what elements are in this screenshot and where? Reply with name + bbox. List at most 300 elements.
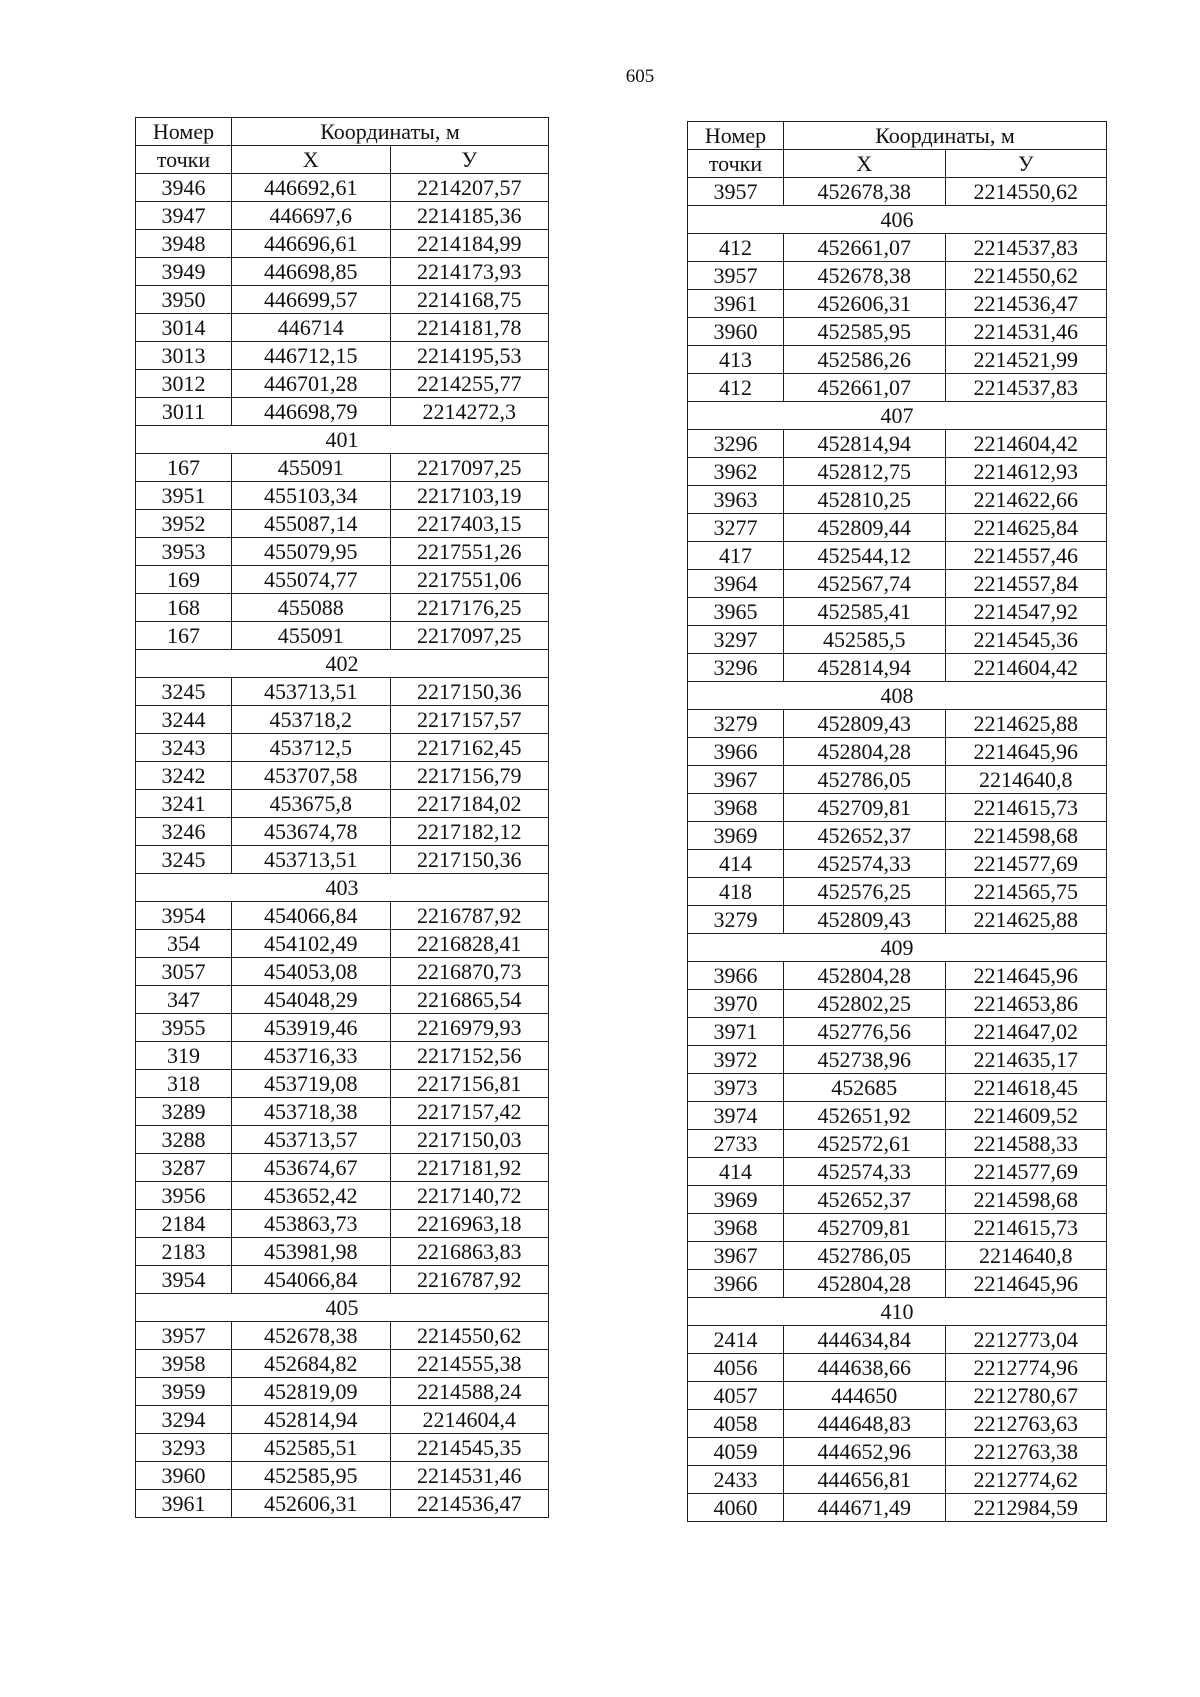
section-row — [688, 682, 1107, 710]
x-coordinate-cell: 452585,5 — [784, 626, 946, 654]
table-row — [688, 1326, 1107, 1354]
x-coordinate-cell: 452802,25 — [784, 990, 946, 1018]
y-coordinate-cell: 2214557,84 — [945, 570, 1107, 598]
x-coordinate-cell: 444648,83 — [784, 1410, 946, 1438]
point-number-cell: 3246 — [136, 818, 232, 846]
table-row — [688, 1046, 1107, 1074]
point-number-cell: 3958 — [136, 1350, 232, 1378]
x-coordinate-cell: 452709,81 — [784, 794, 946, 822]
x-coordinate-cell: 452606,31 — [784, 290, 946, 318]
x-coordinate-cell: 452574,33 — [784, 850, 946, 878]
point-number-cell: 3245 — [136, 678, 232, 706]
x-coordinate-cell: 452678,38 — [784, 178, 946, 206]
table-row — [136, 678, 549, 706]
y-coordinate-cell: 2214604,42 — [945, 430, 1107, 458]
y-coordinate-cell: 2214588,24 — [390, 1378, 549, 1406]
table-row — [688, 1410, 1107, 1438]
table-row — [688, 262, 1107, 290]
x-coordinate-cell: 454066,84 — [232, 902, 391, 930]
x-coordinate-cell: 453981,98 — [232, 1238, 391, 1266]
table-row — [688, 1102, 1107, 1130]
point-number-cell: 3966 — [688, 738, 784, 766]
section-row — [136, 874, 549, 902]
x-coordinate-cell: 453863,73 — [232, 1210, 391, 1238]
point-number-cell: 2414 — [688, 1326, 784, 1354]
section-label: 401 — [136, 426, 549, 454]
table-row — [136, 510, 549, 538]
x-coordinate-cell: 453713,51 — [232, 678, 391, 706]
point-number-cell: 169 — [136, 566, 232, 594]
y-coordinate-cell: 2214531,46 — [390, 1462, 549, 1490]
point-number-cell: 412 — [688, 234, 784, 262]
x-coordinate-cell: 453713,57 — [232, 1126, 391, 1154]
x-coordinate-cell: 452652,37 — [784, 822, 946, 850]
table-row — [136, 1154, 549, 1182]
y-coordinate-cell: 2217150,36 — [390, 678, 549, 706]
table-row — [136, 1378, 549, 1406]
point-number-cell: 4059 — [688, 1438, 784, 1466]
point-number-cell: 347 — [136, 986, 232, 1014]
y-coordinate-cell: 2214625,88 — [945, 906, 1107, 934]
table-row — [136, 482, 549, 510]
x-coordinate-cell: 453652,42 — [232, 1182, 391, 1210]
y-coordinate-cell: 2214577,69 — [945, 1158, 1107, 1186]
point-number-cell: 4058 — [688, 1410, 784, 1438]
x-coordinate-cell: 452809,44 — [784, 514, 946, 542]
section-row — [136, 650, 549, 678]
x-coordinate-cell: 452652,37 — [784, 1186, 946, 1214]
y-coordinate-cell: 2217156,79 — [390, 762, 549, 790]
header-point-number-line1: Номер — [688, 122, 784, 150]
y-coordinate-cell: 2217140,72 — [390, 1182, 549, 1210]
point-number-cell: 3974 — [688, 1102, 784, 1130]
point-number-cell: 3954 — [136, 902, 232, 930]
y-coordinate-cell: 2214184,99 — [390, 230, 549, 258]
header-point-number-line1: Номер — [136, 118, 232, 146]
y-coordinate-cell: 2214550,62 — [945, 178, 1107, 206]
y-coordinate-cell: 2217551,26 — [390, 538, 549, 566]
table-row — [136, 538, 549, 566]
point-number-cell: 412 — [688, 374, 784, 402]
y-coordinate-cell: 2214625,84 — [945, 514, 1107, 542]
point-number-cell: 3951 — [136, 482, 232, 510]
y-coordinate-cell: 2214588,33 — [945, 1130, 1107, 1158]
x-coordinate-cell: 452544,12 — [784, 542, 946, 570]
point-number-cell: 3294 — [136, 1406, 232, 1434]
y-coordinate-cell: 2214536,47 — [390, 1490, 549, 1518]
y-coordinate-cell: 2214565,75 — [945, 878, 1107, 906]
point-number-cell: 2733 — [688, 1130, 784, 1158]
section-row — [136, 426, 549, 454]
x-coordinate-cell: 452812,75 — [784, 458, 946, 486]
y-coordinate-cell: 2214604,42 — [945, 654, 1107, 682]
y-coordinate-cell: 2217176,25 — [390, 594, 549, 622]
section-label: 409 — [688, 934, 1107, 962]
y-coordinate-cell: 2217097,25 — [390, 454, 549, 482]
table-row — [688, 570, 1107, 598]
table-row — [136, 734, 549, 762]
point-number-cell: 3952 — [136, 510, 232, 538]
x-coordinate-cell: 452585,51 — [232, 1434, 391, 1462]
x-coordinate-cell: 446699,57 — [232, 286, 391, 314]
table-row — [688, 486, 1107, 514]
point-number-cell: 418 — [688, 878, 784, 906]
table-row — [688, 430, 1107, 458]
y-coordinate-cell: 2216963,18 — [390, 1210, 549, 1238]
table-row — [136, 398, 549, 426]
point-number-cell: 3288 — [136, 1126, 232, 1154]
y-coordinate-cell: 2214545,36 — [945, 626, 1107, 654]
y-coordinate-cell: 2214598,68 — [945, 1186, 1107, 1214]
table-row — [688, 1494, 1107, 1522]
x-coordinate-cell: 453718,38 — [232, 1098, 391, 1126]
y-coordinate-cell: 2214615,73 — [945, 1214, 1107, 1242]
table-row — [688, 234, 1107, 262]
table-row — [688, 374, 1107, 402]
table-row — [136, 454, 549, 482]
x-coordinate-cell: 446692,61 — [232, 174, 391, 202]
table-row — [688, 1130, 1107, 1158]
table-row — [688, 878, 1107, 906]
y-coordinate-cell: 2214612,93 — [945, 458, 1107, 486]
table-row — [136, 566, 549, 594]
y-coordinate-cell: 2216979,93 — [390, 1014, 549, 1042]
point-number-cell: 3960 — [688, 318, 784, 346]
point-number-cell: 3296 — [688, 430, 784, 458]
y-coordinate-cell: 2212780,67 — [945, 1382, 1107, 1410]
x-coordinate-cell: 452709,81 — [784, 1214, 946, 1242]
y-coordinate-cell: 2212984,59 — [945, 1494, 1107, 1522]
y-coordinate-cell: 2216863,83 — [390, 1238, 549, 1266]
y-coordinate-cell: 2217184,02 — [390, 790, 549, 818]
table-row — [136, 314, 549, 342]
y-coordinate-cell: 2212774,62 — [945, 1466, 1107, 1494]
table-row — [688, 962, 1107, 990]
point-number-cell: 3968 — [688, 794, 784, 822]
point-number-cell: 3957 — [688, 262, 784, 290]
table-row — [136, 706, 549, 734]
x-coordinate-cell: 452776,56 — [784, 1018, 946, 1046]
table-row — [688, 346, 1107, 374]
table-row — [688, 514, 1107, 542]
table-row — [136, 622, 549, 650]
y-coordinate-cell: 2214598,68 — [945, 822, 1107, 850]
table-row — [136, 230, 549, 258]
x-coordinate-cell: 452576,25 — [784, 878, 946, 906]
table-row — [136, 1042, 549, 1070]
y-coordinate-cell: 2214577,69 — [945, 850, 1107, 878]
section-label: 408 — [688, 682, 1107, 710]
point-number-cell: 3961 — [136, 1490, 232, 1518]
y-coordinate-cell: 2217403,15 — [390, 510, 549, 538]
y-coordinate-cell: 2214207,57 — [390, 174, 549, 202]
y-coordinate-cell: 2216865,54 — [390, 986, 549, 1014]
table-row — [136, 594, 549, 622]
table-row — [136, 1014, 549, 1042]
point-number-cell: 3970 — [688, 990, 784, 1018]
table-row — [688, 626, 1107, 654]
y-coordinate-cell: 2214557,46 — [945, 542, 1107, 570]
table-row — [136, 1238, 549, 1266]
x-coordinate-cell: 453716,33 — [232, 1042, 391, 1070]
x-coordinate-cell: 455091 — [232, 622, 391, 650]
x-coordinate-cell: 455088 — [232, 594, 391, 622]
y-coordinate-cell: 2214645,96 — [945, 1270, 1107, 1298]
table-row — [136, 762, 549, 790]
point-number-cell: 3964 — [688, 570, 784, 598]
y-coordinate-cell: 2212763,38 — [945, 1438, 1107, 1466]
table-row — [136, 1322, 549, 1350]
table-row — [688, 542, 1107, 570]
page-number: 605 — [625, 66, 655, 87]
point-number-cell: 3279 — [688, 906, 784, 934]
x-coordinate-cell: 452567,74 — [784, 570, 946, 598]
table-row — [136, 1210, 549, 1238]
table-row — [136, 286, 549, 314]
point-number-cell: 3011 — [136, 398, 232, 426]
table-body — [136, 174, 549, 1518]
table-row — [136, 1350, 549, 1378]
table-body — [688, 178, 1107, 1522]
point-number-cell: 3957 — [688, 178, 784, 206]
section-row — [688, 402, 1107, 430]
x-coordinate-cell: 455103,34 — [232, 482, 391, 510]
table-row — [136, 1070, 549, 1098]
point-number-cell: 3972 — [688, 1046, 784, 1074]
table-row — [688, 794, 1107, 822]
table-row — [688, 178, 1107, 206]
point-number-cell: 354 — [136, 930, 232, 958]
table-row — [688, 906, 1107, 934]
point-number-cell: 3297 — [688, 626, 784, 654]
y-coordinate-cell: 2217150,36 — [390, 846, 549, 874]
x-coordinate-cell: 452661,07 — [784, 374, 946, 402]
y-coordinate-cell: 2214635,17 — [945, 1046, 1107, 1074]
x-coordinate-cell: 453674,78 — [232, 818, 391, 846]
point-number-cell: 2184 — [136, 1210, 232, 1238]
table-row — [688, 1214, 1107, 1242]
point-number-cell: 3287 — [136, 1154, 232, 1182]
point-number-cell: 3947 — [136, 202, 232, 230]
point-number-cell: 3013 — [136, 342, 232, 370]
table-row — [136, 986, 549, 1014]
y-coordinate-cell: 2214168,75 — [390, 286, 549, 314]
y-coordinate-cell: 2217551,06 — [390, 566, 549, 594]
x-coordinate-cell: 446712,15 — [232, 342, 391, 370]
point-number-cell: 3296 — [688, 654, 784, 682]
y-coordinate-cell: 2214537,83 — [945, 374, 1107, 402]
x-coordinate-cell: 452786,05 — [784, 766, 946, 794]
table-row — [136, 202, 549, 230]
y-coordinate-cell: 2212763,63 — [945, 1410, 1107, 1438]
x-coordinate-cell: 455091 — [232, 454, 391, 482]
y-coordinate-cell: 2212773,04 — [945, 1326, 1107, 1354]
point-number-cell: 3967 — [688, 1242, 784, 1270]
x-coordinate-cell: 444652,96 — [784, 1438, 946, 1466]
table-row — [688, 822, 1107, 850]
header-coordinates: Координаты, м — [784, 122, 1107, 150]
x-coordinate-cell: 454102,49 — [232, 930, 391, 958]
table-row — [688, 1354, 1107, 1382]
point-number-cell: 3955 — [136, 1014, 232, 1042]
y-coordinate-cell: 2214521,99 — [945, 346, 1107, 374]
y-coordinate-cell: 2216787,92 — [390, 902, 549, 930]
table-row — [136, 1434, 549, 1462]
x-coordinate-cell: 444638,66 — [784, 1354, 946, 1382]
table-row — [688, 1242, 1107, 1270]
point-number-cell: 3961 — [688, 290, 784, 318]
point-number-cell: 3956 — [136, 1182, 232, 1210]
section-label: 406 — [688, 206, 1107, 234]
point-number-cell: 319 — [136, 1042, 232, 1070]
x-coordinate-cell: 452585,95 — [232, 1462, 391, 1490]
x-coordinate-cell: 453713,51 — [232, 846, 391, 874]
y-coordinate-cell: 2214645,96 — [945, 738, 1107, 766]
x-coordinate-cell: 452574,33 — [784, 1158, 946, 1186]
table-row — [688, 1382, 1107, 1410]
table-row — [688, 458, 1107, 486]
y-coordinate-cell: 2214185,36 — [390, 202, 549, 230]
x-coordinate-cell: 452585,41 — [784, 598, 946, 626]
table-row — [136, 1490, 549, 1518]
table-row — [688, 654, 1107, 682]
section-label: 410 — [688, 1298, 1107, 1326]
point-number-cell: 3244 — [136, 706, 232, 734]
table-row — [136, 342, 549, 370]
y-coordinate-cell: 2216870,73 — [390, 958, 549, 986]
header-y: У — [390, 146, 549, 174]
y-coordinate-cell: 2216787,92 — [390, 1266, 549, 1294]
y-coordinate-cell: 2214647,02 — [945, 1018, 1107, 1046]
table-row — [136, 958, 549, 986]
section-label: 407 — [688, 402, 1107, 430]
x-coordinate-cell: 446698,79 — [232, 398, 391, 426]
x-coordinate-cell: 452814,94 — [784, 654, 946, 682]
point-number-cell: 318 — [136, 1070, 232, 1098]
x-coordinate-cell: 444656,81 — [784, 1466, 946, 1494]
header-point-number-line2: точки — [136, 146, 232, 174]
table-row — [688, 290, 1107, 318]
table-row — [136, 1266, 549, 1294]
x-coordinate-cell: 446698,85 — [232, 258, 391, 286]
x-coordinate-cell: 452684,82 — [232, 1350, 391, 1378]
x-coordinate-cell: 452572,61 — [784, 1130, 946, 1158]
y-coordinate-cell: 2217097,25 — [390, 622, 549, 650]
y-coordinate-cell: 2214195,53 — [390, 342, 549, 370]
table-row — [136, 258, 549, 286]
x-coordinate-cell: 452651,92 — [784, 1102, 946, 1130]
x-coordinate-cell: 453674,67 — [232, 1154, 391, 1182]
table-row — [136, 1182, 549, 1210]
x-coordinate-cell: 452606,31 — [232, 1490, 391, 1518]
y-coordinate-cell: 2217152,56 — [390, 1042, 549, 1070]
point-number-cell: 3967 — [688, 766, 784, 794]
section-row — [688, 1298, 1107, 1326]
section-row — [688, 206, 1107, 234]
section-label: 403 — [136, 874, 549, 902]
point-number-cell: 3057 — [136, 958, 232, 986]
y-coordinate-cell: 2214625,88 — [945, 710, 1107, 738]
y-coordinate-cell: 2216828,41 — [390, 930, 549, 958]
point-number-cell: 3946 — [136, 174, 232, 202]
point-number-cell: 3962 — [688, 458, 784, 486]
x-coordinate-cell: 454053,08 — [232, 958, 391, 986]
point-number-cell: 3277 — [688, 514, 784, 542]
y-coordinate-cell: 2214547,92 — [945, 598, 1107, 626]
x-coordinate-cell: 453718,2 — [232, 706, 391, 734]
y-coordinate-cell: 2214615,73 — [945, 794, 1107, 822]
y-coordinate-cell: 2214640,8 — [945, 1242, 1107, 1270]
y-coordinate-cell: 2214618,45 — [945, 1074, 1107, 1102]
point-number-cell: 413 — [688, 346, 784, 374]
x-coordinate-cell: 452814,94 — [784, 430, 946, 458]
point-number-cell: 3012 — [136, 370, 232, 398]
header-coordinates: Координаты, м — [232, 118, 549, 146]
table-row — [688, 1018, 1107, 1046]
x-coordinate-cell: 454066,84 — [232, 1266, 391, 1294]
table-row — [136, 930, 549, 958]
point-number-cell: 414 — [688, 1158, 784, 1186]
table-row — [688, 1466, 1107, 1494]
y-coordinate-cell: 2214536,47 — [945, 290, 1107, 318]
x-coordinate-cell: 452804,28 — [784, 962, 946, 990]
x-coordinate-cell: 446697,6 — [232, 202, 391, 230]
y-coordinate-cell: 2212774,96 — [945, 1354, 1107, 1382]
table-row — [688, 318, 1107, 346]
point-number-cell: 3957 — [136, 1322, 232, 1350]
y-coordinate-cell: 2217157,57 — [390, 706, 549, 734]
y-coordinate-cell: 2217157,42 — [390, 1098, 549, 1126]
table-row — [688, 1186, 1107, 1214]
header-y: У — [945, 150, 1107, 178]
x-coordinate-cell: 452809,43 — [784, 906, 946, 934]
point-number-cell: 3241 — [136, 790, 232, 818]
point-number-cell: 3293 — [136, 1434, 232, 1462]
y-coordinate-cell: 2217162,45 — [390, 734, 549, 762]
point-number-cell: 3950 — [136, 286, 232, 314]
x-coordinate-cell: 452819,09 — [232, 1378, 391, 1406]
y-coordinate-cell: 2214545,35 — [390, 1434, 549, 1462]
y-coordinate-cell: 2214609,52 — [945, 1102, 1107, 1130]
point-number-cell: 3279 — [688, 710, 784, 738]
y-coordinate-cell: 2214537,83 — [945, 234, 1107, 262]
point-number-cell: 3965 — [688, 598, 784, 626]
point-number-cell: 167 — [136, 622, 232, 650]
coordinates-table-right — [687, 121, 1107, 1522]
table-row — [136, 370, 549, 398]
x-coordinate-cell: 453712,5 — [232, 734, 391, 762]
table-row — [688, 598, 1107, 626]
point-number-cell: 2433 — [688, 1466, 784, 1494]
x-coordinate-cell: 453675,8 — [232, 790, 391, 818]
y-coordinate-cell: 2214555,38 — [390, 1350, 549, 1378]
table-row — [136, 1098, 549, 1126]
y-coordinate-cell: 2214622,66 — [945, 486, 1107, 514]
y-coordinate-cell: 2217182,12 — [390, 818, 549, 846]
x-coordinate-cell: 453719,08 — [232, 1070, 391, 1098]
y-coordinate-cell: 2214550,62 — [390, 1322, 549, 1350]
point-number-cell: 3968 — [688, 1214, 784, 1242]
point-number-cell: 4060 — [688, 1494, 784, 1522]
table-row — [688, 990, 1107, 1018]
point-number-cell: 3242 — [136, 762, 232, 790]
table-row — [136, 1406, 549, 1434]
header-x: Х — [232, 146, 391, 174]
section-row — [688, 934, 1107, 962]
point-number-cell: 3966 — [688, 1270, 784, 1298]
table-row — [688, 1438, 1107, 1466]
header-point-number-line2: точки — [688, 150, 784, 178]
